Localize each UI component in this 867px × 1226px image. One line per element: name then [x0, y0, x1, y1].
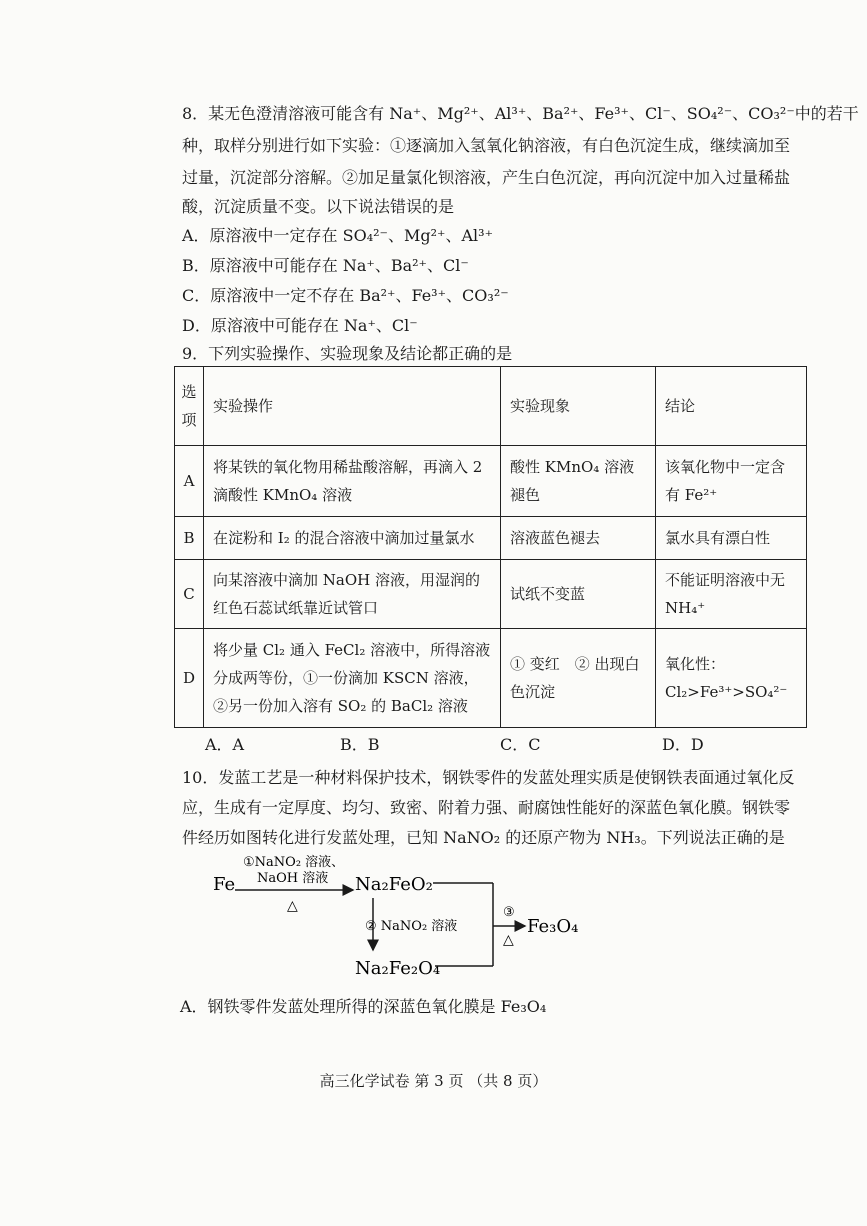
row-conclusion: 氯水具有漂白性 — [656, 517, 807, 560]
q8-option-b: B．原溶液中可能存在 Na⁺、Ba²⁺、Cl⁻ — [182, 256, 469, 275]
q8-option-a: A．原溶液中一定存在 SO₄²⁻、Mg²⁺、Al³⁺ — [182, 226, 494, 245]
row-conclusion: 该氧化物中一定含有 Fe²⁺ — [656, 446, 807, 517]
table-row — [175, 560, 807, 629]
row-option: C — [175, 560, 204, 629]
q9-choice-a: A．A — [205, 735, 245, 754]
step1-reagent-bottom: NaOH 溶液 — [257, 871, 329, 886]
row-option: A — [175, 446, 204, 517]
table-row — [175, 446, 807, 517]
blueing-process-diagram — [205, 850, 605, 985]
q8-stem-line-4: 酸，沉淀质量不变。以下说法错误的是 — [182, 197, 455, 216]
row-phenomenon: 试纸不变蓝 — [501, 560, 656, 629]
q8-option-c: C．原溶液中一定不存在 Ba²⁺、Fe³⁺、CO₃²⁻ — [182, 286, 509, 305]
q9-choice-b: B．B — [340, 735, 380, 754]
q8-stem-line-3: 过量，沉淀部分溶解。②加足量氯化钡溶液，产生白色沉淀，再向沉淀中加入过量稀盐 — [182, 168, 791, 187]
row-conclusion: 不能证明溶液中无 NH₄⁺ — [656, 560, 807, 629]
row-phenomenon: 溶液蓝色褪去 — [501, 517, 656, 560]
q10-option-a: A．钢铁零件发蓝处理所得的深蓝色氧化膜是 Fe₃O₄ — [180, 997, 547, 1016]
row-phenomenon: 酸性 KMnO₄ 溶液褪色 — [501, 446, 656, 517]
q10-stem-line-2: 应，生成有一定厚度、均匀、致密、附着力强、耐腐蚀性能好的深蓝色氧化膜。钢铁零 — [182, 798, 791, 817]
step3-label: ③ — [503, 905, 515, 920]
row-operation: 向某溶液中滴加 NaOH 溶液，用湿润的红色石蕊试纸靠近试管口 — [204, 560, 501, 629]
q9-choice-d: D．D — [662, 735, 704, 754]
header-conclusion: 结论 — [656, 367, 807, 446]
step1-reagent-top: ①NaNO₂ 溶液、 — [243, 855, 345, 870]
page-footer: 高三化学试卷 第 3 页 （共 8 页） — [319, 1072, 548, 1090]
table-header-row — [175, 367, 807, 446]
q9-choice-c: C．C — [500, 735, 541, 754]
row-phenomenon: ① 变红 ② 出现白色沉淀 — [501, 629, 656, 728]
fe-label: Fe — [213, 874, 236, 895]
q8-stem-line-1: 8．某无色澄清溶液可能含有 Na⁺、Mg²⁺、Al³⁺、Ba²⁺、Fe³⁺、Cl⁻、SO₄²⁻、CO₃²⁻中的若干 — [182, 104, 859, 123]
row-conclusion: 氧化性：Cl₂>Fe³⁺>SO₄²⁻ — [656, 629, 807, 728]
header-phenomenon: 实验现象 — [501, 367, 656, 446]
table-row — [175, 517, 807, 560]
experiment-table — [174, 366, 807, 728]
q10-stem-line-3: 件经历如图转化进行发蓝处理，已知 NaNO₂ 的还原产物为 NH₃。下列说法正确的是 — [182, 828, 785, 847]
q10-stem-line-1: 10．发蓝工艺是一种材料保护技术，钢铁零件的发蓝处理实质是使钢铁表面通过氧化反 — [182, 768, 795, 787]
row-option: D — [175, 629, 204, 728]
q8-option-d: D．原溶液中可能存在 Na⁺、Cl⁻ — [182, 316, 418, 335]
row-operation: 将某铁的氧化物用稀盐酸溶解，再滴入 2 滴酸性 KMnO₄ 溶液 — [204, 446, 501, 517]
step2-reagent: ② NaNO₂ 溶液 — [365, 919, 458, 934]
row-operation: 在淀粉和 I₂ 的混合溶液中滴加过量氯水 — [204, 517, 501, 560]
table-row — [175, 629, 807, 728]
na2fe2o4-label: Na₂Fe₂O₄ — [355, 958, 441, 979]
q8-stem-line-2: 种，取样分别进行如下实验：①逐滴加入氢氧化钠溶液，有白色沉淀生成，继续滴加至 — [182, 136, 791, 155]
q9-stem: 9．下列实验操作、实验现象及结论都正确的是 — [182, 344, 513, 363]
row-option: B — [175, 517, 204, 560]
header-operation: 实验操作 — [204, 367, 501, 446]
step1-heat: △ — [287, 898, 298, 914]
header-option: 选项 — [175, 367, 204, 446]
na2feo2-label: Na₂FeO₂ — [355, 874, 433, 895]
fe3o4-label: Fe₃O₄ — [527, 916, 579, 937]
row-operation: 将少量 Cl₂ 通入 FeCl₂ 溶液中，所得溶液分成两等份，①一份滴加 KSCN 溶液，②另一份加入溶有 SO₂ 的 BaCl₂ 溶液 — [204, 629, 501, 728]
step3-heat: △ — [503, 932, 514, 948]
